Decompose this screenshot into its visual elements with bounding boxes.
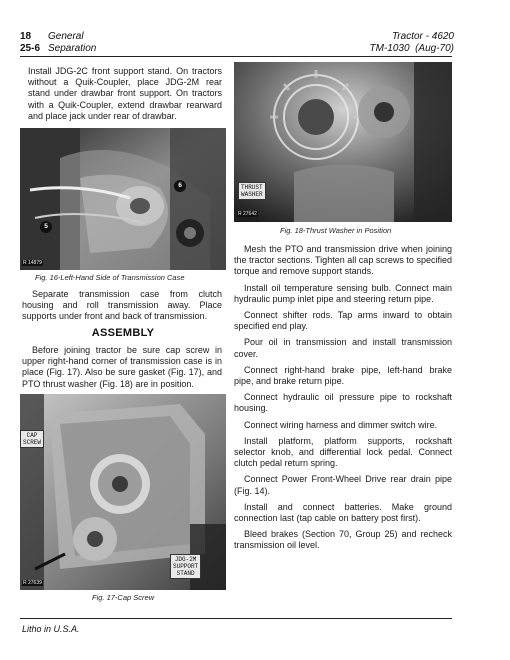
step-11: Bleed brakes (Section 70, Group 25) and recheck transmission oil level. — [234, 529, 452, 551]
fig18-caption: Fig. 18-Thrust Washer in Position — [280, 226, 392, 235]
support-stand-label: JDG-2M SUPPORT STAND — [170, 554, 201, 579]
fig17-caption: Fig. 17-Cap Screw — [92, 593, 155, 602]
fig17-photo — [20, 394, 226, 590]
manual-number-date: TM-1030 (Aug-70) — [369, 43, 454, 54]
fig17-negative-id: R 27639 — [23, 580, 42, 586]
step-2: Install oil temperature sensing bulb. Connect main hydraulic pump inlet pipe and steering return pipe. — [234, 282, 452, 304]
fig18-illustration — [234, 62, 452, 222]
step-9: Connect Power Front-Wheel Drive rear drain pipe (Fig. 14). — [234, 474, 452, 496]
step-1: Mesh the PTO and transmission drive when joining the tractor sections. Tighten all cap screws to specified torque and remove support stands. — [234, 244, 452, 277]
step-6: Connect hydraulic oil pressure pipe to rockshaft housing. — [234, 392, 452, 414]
header-rule — [20, 56, 452, 57]
litho-note: Litho in U.S.A. — [22, 624, 80, 634]
separate-paragraph: Separate transmission case from clutch housing and roll transmission away. Place supports under front and back of transmission. — [22, 289, 222, 322]
step-7: Connect wiring harness and dimmer switch wire. — [244, 419, 438, 430]
assembly-heading: ASSEMBLY — [91, 327, 155, 339]
fig16-callout-b: 5 — [40, 221, 52, 233]
fig16-photo — [20, 128, 226, 270]
fig18-negative-id: R 27642 — [238, 211, 257, 217]
fig16-illustration — [20, 128, 226, 270]
fig16-callout-a: 6 — [174, 180, 186, 192]
step-3: Connect shifter rods. Tap arms inward to obtain specified end play. — [234, 310, 452, 332]
right-column-text — [234, 244, 452, 557]
step-10: Install and connect batteries. Make ground connection last (tap cable on battery post first). — [234, 501, 452, 524]
fig16-negative-id: R 14879 — [23, 260, 42, 266]
cap-screw-label: CAP SCREW — [20, 430, 44, 448]
step-4: Pour oil in transmission and install transmission cover. — [234, 337, 452, 359]
section-code: 25-6 — [20, 43, 41, 54]
section-name: General — [48, 31, 84, 42]
page-number: 18 — [20, 31, 32, 42]
footer-rule — [20, 618, 452, 619]
fig16-caption: Fig. 16-Left-Hand Side of Transmission Case — [35, 273, 185, 282]
intro-paragraph: Install JDG-2C front support stand. On tractors without a Quik-Coupler, place JDG-2M rear stand under drawbar front support. On tractors with a Quik-Coupler, extend drawbar rearward and place jack under rear of drawbar. — [28, 66, 222, 121]
assembly-paragraph: Before joining tractor be sure cap screw in upper right-hand corner of transmission case is in place (Fig. 17). Also be sure gasket (Fig. 17), and PTO thrust washer (Fig. 18) are in position. — [22, 345, 222, 389]
thrust-washer-label: THRUST WASHER — [238, 182, 266, 200]
step-8: Install platform, platform supports, rockshaft selector knob, and differential lock pedal. Connect clutch pedal return spring. — [234, 435, 452, 469]
subsection-name: Separation — [48, 43, 97, 54]
step-5: Connect right-hand brake pipe, left-hand brake pipe, and brake return pipe. — [234, 364, 452, 387]
manual-title: Tractor - 4620 — [391, 31, 454, 42]
fig18-photo — [234, 62, 452, 222]
